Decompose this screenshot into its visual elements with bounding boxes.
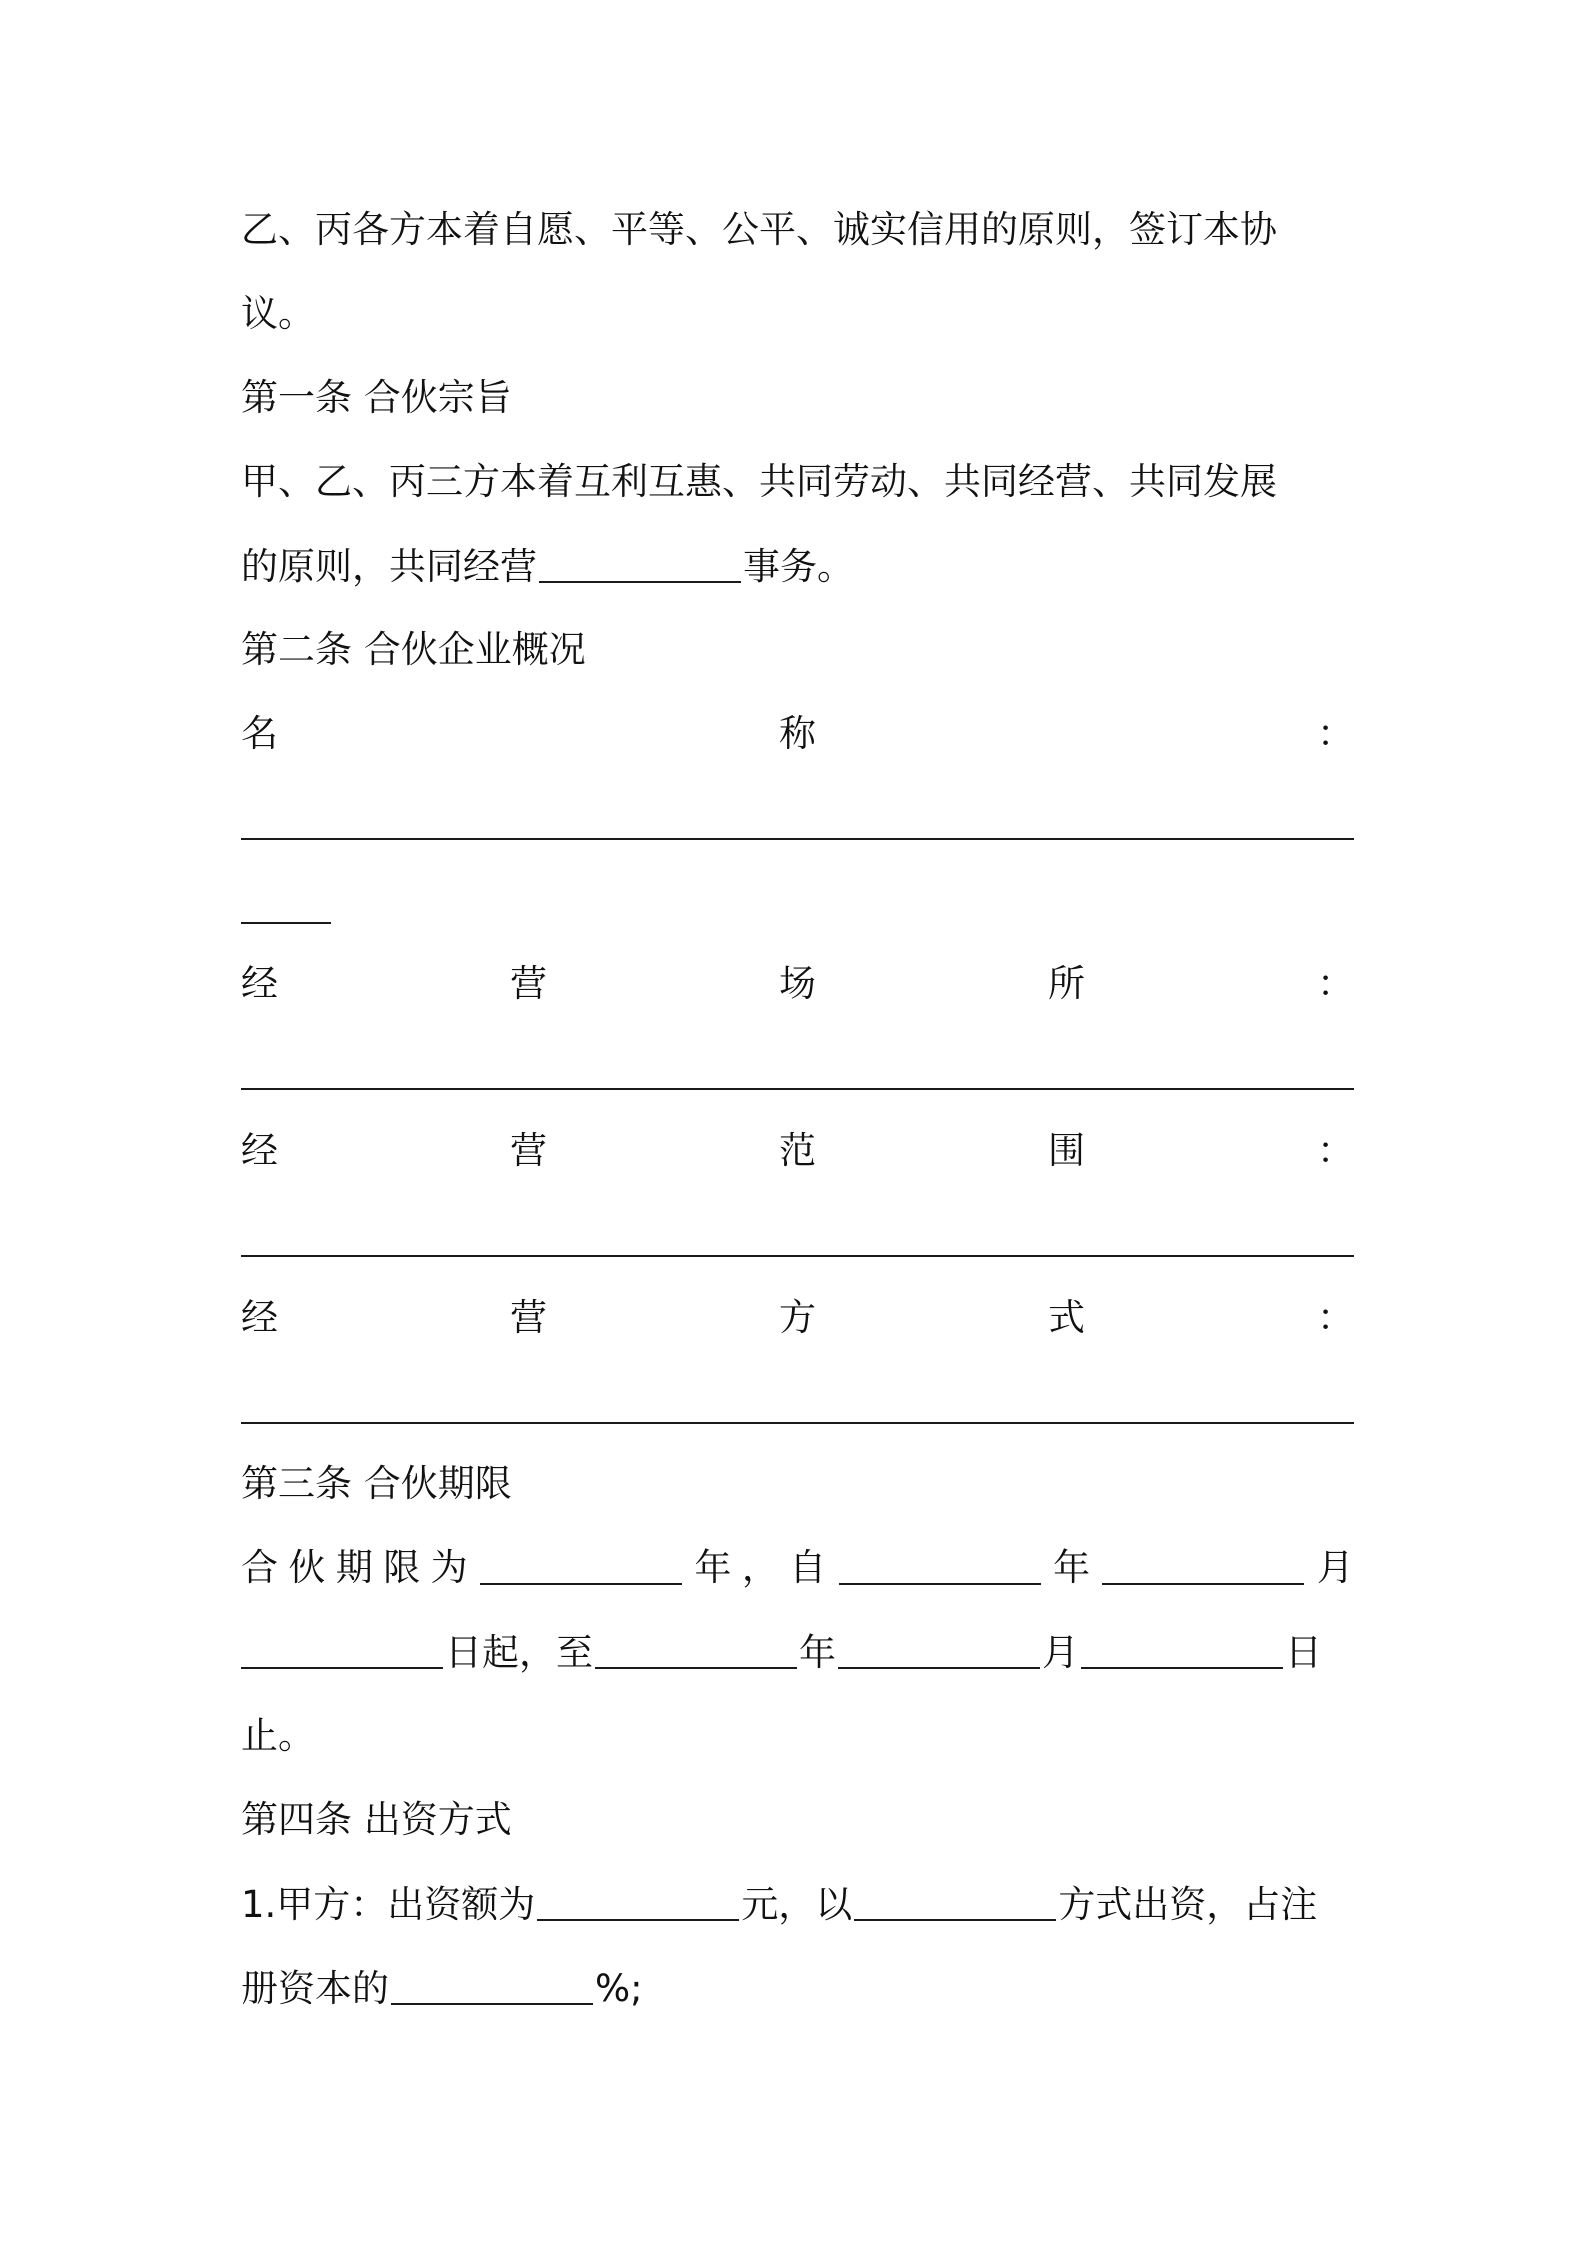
article-1-line-2-post: 事务。: [743, 545, 854, 588]
article-4-line-1: [241, 1879, 1354, 1930]
party-a-share-blank[interactable]: [391, 1967, 593, 2005]
field-name-label: [241, 709, 1354, 759]
article-4-heading: 第四条 出资方式: [241, 1798, 512, 1841]
field-mode-char: 方: [779, 1296, 816, 1339]
field-name-char: 名: [241, 712, 278, 755]
intro-line-2: 议。: [241, 292, 315, 335]
field-mode-char: 营: [510, 1296, 547, 1339]
field-scope-char: 范: [779, 1129, 816, 1172]
party-a-share-label: 册资本的: [241, 1967, 389, 2010]
start-year-label: 年: [1053, 1546, 1091, 1589]
field-mode-label: [241, 1293, 1354, 1343]
field-mode-char: 式: [1048, 1296, 1085, 1339]
end-month-label: 月: [1042, 1631, 1079, 1674]
start-month-blank[interactable]: [1102, 1547, 1304, 1585]
start-day-blank[interactable]: [241, 1631, 443, 1669]
field-name-blank-line-2[interactable]: [241, 922, 331, 924]
term-line-3: 止。: [241, 1714, 315, 1757]
field-scope-char: 经: [241, 1129, 278, 1172]
term-char: 伙: [288, 1546, 326, 1589]
article-2-heading: 第二条 合伙企业概况: [241, 628, 586, 671]
field-place-blank-line[interactable]: [241, 1088, 1354, 1090]
end-month-blank[interactable]: [838, 1631, 1040, 1669]
field-place-label: [241, 959, 1354, 1009]
term-from-label: 自: [789, 1546, 827, 1589]
start-year-blank[interactable]: [839, 1547, 1041, 1585]
term-comma: ，: [741, 1546, 779, 1589]
party-a-unit-label: 元，以: [741, 1883, 853, 1926]
term-line-1: [241, 1543, 1354, 1593]
article-4-line-2: [241, 1963, 1354, 2014]
intro-line-1: 乙、丙各方本着自愿、平等、公平、诚实信用的原则，签订本协: [241, 208, 1277, 251]
start-day-label: 日起，至: [445, 1631, 593, 1674]
party-a-contribution-label: 1.甲方：出资额为: [241, 1883, 536, 1926]
party-a-method-label: 方式出资，占注: [1058, 1883, 1318, 1926]
article-1-line-2-pre: 的原则，共同经营: [241, 545, 537, 588]
end-year-label: 年: [799, 1631, 836, 1674]
field-place-char: 场: [779, 962, 816, 1005]
article-3-heading: 第三条 合伙期限: [241, 1462, 512, 1505]
field-scope-label: [241, 1126, 1354, 1176]
field-scope-blank-line[interactable]: [241, 1255, 1354, 1257]
end-day-label: 日: [1285, 1631, 1322, 1674]
term-char: 限: [383, 1546, 421, 1589]
field-scope-char: 营: [510, 1129, 547, 1172]
term-char: 合: [241, 1546, 278, 1589]
party-a-method-blank[interactable]: [854, 1883, 1056, 1921]
field-mode-char: ：: [1317, 1296, 1354, 1339]
start-month-label: 月: [1316, 1546, 1354, 1589]
article-1-line-1: 甲、乙、丙三方本着互利互惠、共同劳动、共同经营、共同发展: [241, 460, 1277, 503]
party-a-amount-blank[interactable]: [537, 1883, 739, 1921]
party-a-share-percent: %;: [595, 1967, 643, 2010]
field-scope-char: ：: [1317, 1129, 1354, 1172]
end-day-blank[interactable]: [1081, 1631, 1283, 1669]
business-blank[interactable]: [539, 545, 741, 583]
term-year-label: 年: [694, 1546, 732, 1589]
term-line-2: [241, 1627, 1354, 1678]
term-char: 期: [335, 1546, 373, 1589]
term-char: 为: [430, 1546, 468, 1589]
field-mode-blank-line[interactable]: [241, 1422, 1354, 1424]
field-place-char: ：: [1317, 962, 1354, 1005]
field-mode-char: 经: [241, 1296, 278, 1339]
article-1-heading: 第一条 合伙宗旨: [241, 376, 512, 419]
field-place-char: 营: [510, 962, 547, 1005]
field-name-char: ：: [1317, 712, 1354, 755]
article-1-line-2: [241, 541, 1354, 592]
field-scope-char: 围: [1048, 1129, 1085, 1172]
end-year-blank[interactable]: [595, 1631, 797, 1669]
field-name-blank-line-1[interactable]: [241, 838, 1354, 840]
field-place-char: 经: [241, 962, 278, 1005]
field-place-char: 所: [1048, 962, 1085, 1005]
term-years-blank[interactable]: [480, 1547, 682, 1585]
field-name-char: 称: [779, 712, 816, 755]
